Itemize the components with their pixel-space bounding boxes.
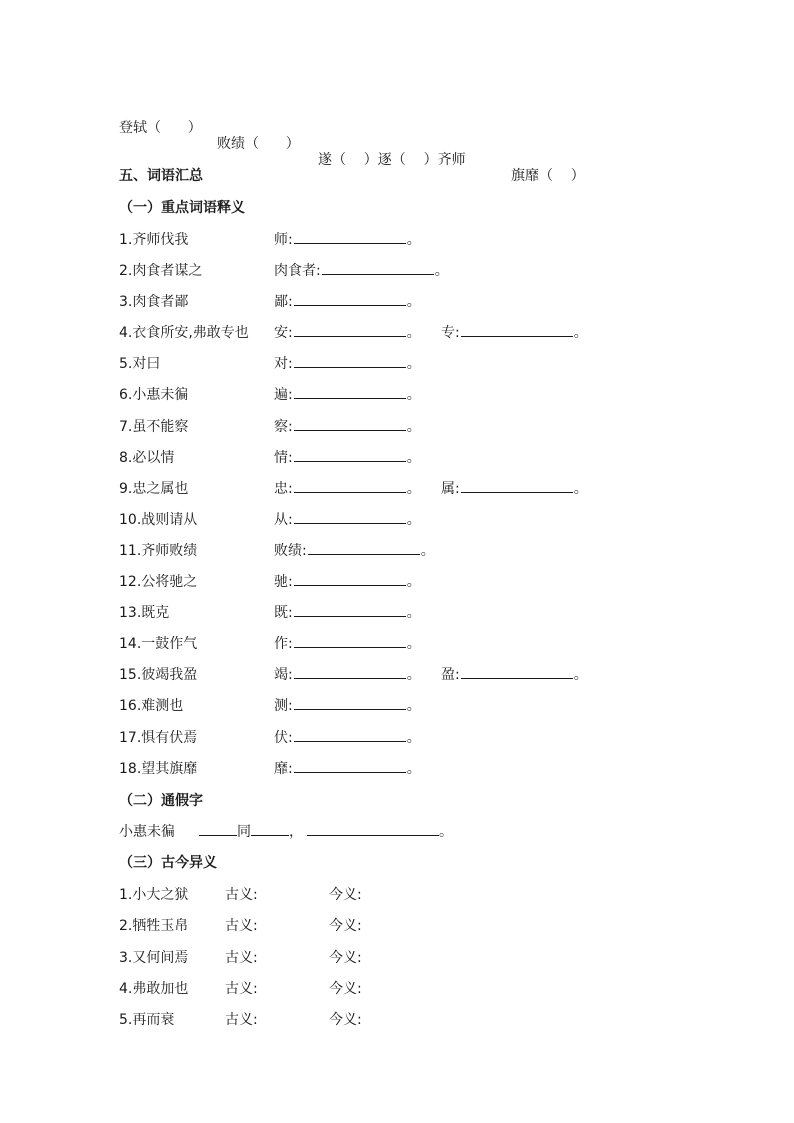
blank-line[interactable] bbox=[251, 822, 289, 836]
blank-line[interactable] bbox=[294, 696, 406, 710]
vocab-field-1 bbox=[274, 260, 449, 280]
field-label: 测: bbox=[274, 698, 293, 715]
blank-line[interactable] bbox=[461, 665, 573, 679]
vocab-field-1 bbox=[274, 633, 421, 653]
vocab-word: 16.难测也 bbox=[119, 698, 184, 715]
vocab-row bbox=[119, 509, 759, 540]
vocab-word: 12.公将驰之 bbox=[119, 574, 198, 591]
subsection-title-3: （三）古今异义 bbox=[119, 855, 217, 871]
end-mark: 。 bbox=[406, 636, 421, 653]
tongjia-comma: ， bbox=[289, 824, 303, 840]
field-label: 忠: bbox=[274, 480, 293, 497]
end-mark: 。 bbox=[406, 232, 421, 248]
end-mark: 。 bbox=[420, 542, 435, 559]
vocab-list bbox=[119, 229, 759, 789]
field-label: 安: bbox=[274, 325, 293, 342]
field-label: 情: bbox=[274, 449, 293, 466]
end-mark: 。 bbox=[406, 667, 421, 684]
blank-line[interactable] bbox=[294, 230, 406, 244]
gujin-row bbox=[119, 978, 619, 1009]
vocab-field-1 bbox=[274, 509, 421, 529]
gujin-list bbox=[119, 884, 619, 1040]
vocab-field-1 bbox=[274, 353, 421, 373]
end-mark: 。 bbox=[573, 325, 588, 342]
tongjia-same: 同 bbox=[237, 824, 251, 840]
vocab-word: 5.对曰 bbox=[119, 356, 161, 373]
vocab-row bbox=[119, 633, 759, 664]
vocab-row bbox=[119, 540, 759, 571]
gujin-word: 5.再而衰 bbox=[119, 1012, 175, 1029]
vocab-word: 2.肉食者谋之 bbox=[119, 263, 203, 280]
tongjia-line bbox=[119, 821, 453, 841]
blank-line[interactable] bbox=[294, 292, 406, 306]
vocab-word: 13.既克 bbox=[119, 605, 170, 622]
blank-line[interactable] bbox=[294, 323, 406, 337]
vocab-row bbox=[119, 291, 759, 322]
vocab-word: 15.彼竭我盈 bbox=[119, 667, 198, 684]
gujin-row bbox=[119, 915, 619, 946]
end-mark: 。 bbox=[406, 387, 421, 404]
field-label: 师: bbox=[274, 232, 293, 248]
jin-label: 今义: bbox=[329, 949, 362, 966]
end-mark: 。 bbox=[406, 729, 421, 746]
vocab-word: 3.肉食者鄙 bbox=[119, 294, 189, 311]
gu-label: 古义: bbox=[225, 887, 258, 903]
jin-label: 今义: bbox=[329, 918, 362, 935]
vocab-word: 14.一鼓作气 bbox=[119, 636, 198, 653]
end-mark: 。 bbox=[406, 294, 421, 311]
gujin-row bbox=[119, 947, 619, 978]
vocab-row bbox=[119, 384, 759, 415]
end-mark: 。 bbox=[406, 325, 421, 342]
field-label: 从: bbox=[274, 511, 293, 528]
blank-line[interactable] bbox=[294, 448, 406, 462]
blank-line[interactable] bbox=[294, 603, 406, 617]
blank-line[interactable] bbox=[461, 323, 573, 337]
gu-label: 古义: bbox=[225, 980, 258, 997]
blank-line[interactable] bbox=[308, 541, 420, 555]
blank-line[interactable] bbox=[294, 634, 406, 648]
field-label: 盈: bbox=[441, 667, 460, 684]
vocab-row bbox=[119, 602, 759, 633]
end-mark: 。 bbox=[434, 263, 449, 280]
end-mark: 。 bbox=[406, 698, 421, 715]
field-label: 遍: bbox=[274, 387, 293, 404]
vocab-word: 8.必以情 bbox=[119, 449, 175, 466]
end-mark: 。 bbox=[406, 760, 421, 777]
field-label: 肉食者: bbox=[274, 263, 321, 280]
vocab-word: 18.望其旗靡 bbox=[119, 760, 198, 777]
vocab-field-1 bbox=[274, 291, 421, 311]
vocab-word: 11.齐师败绩 bbox=[119, 542, 198, 559]
jin-label: 今义: bbox=[329, 980, 362, 997]
vocab-row bbox=[119, 447, 759, 478]
end-mark: 。 bbox=[406, 480, 421, 497]
field-label: 作: bbox=[274, 636, 293, 653]
blank-line[interactable] bbox=[294, 665, 406, 679]
blank-line[interactable] bbox=[294, 354, 406, 368]
vocab-row bbox=[119, 758, 759, 789]
blank-line[interactable] bbox=[294, 479, 406, 493]
gujin-row bbox=[119, 884, 619, 915]
vocab-row bbox=[119, 695, 759, 726]
jin-label: 今义: bbox=[329, 887, 362, 903]
gujin-row bbox=[119, 1009, 619, 1040]
vocab-field-1 bbox=[274, 664, 421, 684]
vocab-field-1 bbox=[274, 229, 421, 249]
blank-line[interactable] bbox=[199, 822, 237, 836]
field-label: 靡: bbox=[274, 760, 293, 777]
field-label: 对: bbox=[274, 356, 293, 373]
vocab-field-1 bbox=[274, 416, 421, 436]
field-label: 鄙: bbox=[274, 294, 293, 311]
blank-line[interactable] bbox=[322, 261, 434, 275]
end-mark: 。 bbox=[406, 449, 421, 466]
field-label: 败绩: bbox=[274, 542, 307, 559]
vocab-field-1 bbox=[274, 540, 435, 560]
vocab-field-1 bbox=[274, 571, 421, 591]
blank-line[interactable] bbox=[294, 572, 406, 586]
vocab-word: 1.齐师伐我 bbox=[119, 232, 189, 248]
vocab-row bbox=[119, 478, 759, 509]
tongjia-word: 小惠未徧 bbox=[119, 824, 175, 840]
section-five-title: 五、词语汇总 bbox=[119, 168, 203, 184]
field-label: 察: bbox=[274, 418, 293, 435]
vocab-field-1 bbox=[274, 447, 421, 467]
field-label: 既: bbox=[274, 605, 293, 622]
end-mark: 。 bbox=[406, 418, 421, 435]
vocab-word: 4.衣食所安,弗敢专也 bbox=[119, 325, 249, 342]
vocab-word: 6.小惠未徧 bbox=[119, 387, 189, 404]
end-mark: 。 bbox=[406, 511, 421, 528]
blank-line[interactable] bbox=[294, 510, 406, 524]
vocab-field-1 bbox=[274, 758, 421, 778]
field-label: 属: bbox=[441, 480, 460, 497]
blank-line[interactable] bbox=[294, 385, 406, 399]
vocab-field-1 bbox=[274, 695, 421, 715]
vocab-field-2 bbox=[441, 322, 588, 342]
blank-line[interactable] bbox=[294, 728, 406, 742]
vocab-field-1 bbox=[274, 384, 421, 404]
field-label: 专: bbox=[441, 325, 460, 342]
gujin-word: 3.又何间焉 bbox=[119, 949, 189, 966]
gujin-word: 4.弗敢加也 bbox=[119, 980, 189, 997]
subsection-title-1: （一）重点词语释义 bbox=[119, 200, 245, 216]
blank-line[interactable] bbox=[461, 479, 573, 493]
vocab-word: 9.忠之属也 bbox=[119, 480, 189, 497]
top-item: 登轼（ ） bbox=[119, 120, 202, 136]
vocab-field-1 bbox=[274, 727, 421, 747]
gujin-word: 1.小大之狱 bbox=[119, 887, 189, 903]
blank-line[interactable] bbox=[307, 822, 439, 836]
vocab-row bbox=[119, 229, 759, 260]
vocab-row bbox=[119, 664, 759, 695]
vocab-row bbox=[119, 353, 759, 384]
jin-label: 今义: bbox=[329, 1012, 362, 1029]
tongjia-end: 。 bbox=[439, 824, 453, 840]
vocab-row bbox=[119, 260, 759, 291]
vocab-field-1 bbox=[274, 322, 421, 342]
end-mark: 。 bbox=[573, 480, 588, 497]
blank-line[interactable] bbox=[294, 759, 406, 773]
top-item: 败绩（ ） bbox=[217, 136, 300, 152]
vocab-field-2 bbox=[441, 664, 588, 684]
vocab-row bbox=[119, 571, 759, 602]
field-label: 驰: bbox=[274, 574, 293, 591]
vocab-word: 10.战则请从 bbox=[119, 511, 198, 528]
vocab-field-2 bbox=[441, 478, 588, 498]
vocab-word: 17.惧有伏焉 bbox=[119, 729, 198, 746]
field-label: 伏: bbox=[274, 729, 293, 746]
vocab-row bbox=[119, 416, 759, 447]
end-mark: 。 bbox=[406, 356, 421, 373]
gujin-word: 2.牺牲玉帛 bbox=[119, 918, 189, 935]
end-mark: 。 bbox=[406, 574, 421, 591]
blank-line[interactable] bbox=[294, 417, 406, 431]
vocab-field-1 bbox=[274, 602, 421, 622]
vocab-row bbox=[119, 322, 759, 353]
end-mark: 。 bbox=[573, 667, 588, 684]
top-item: 旗靡（ ） bbox=[511, 168, 585, 184]
vocab-row bbox=[119, 727, 759, 758]
subsection-title-2: （二）通假字 bbox=[119, 793, 203, 809]
gu-label: 古义: bbox=[225, 1012, 258, 1029]
gu-label: 古义: bbox=[225, 918, 258, 935]
gu-label: 古义: bbox=[225, 949, 258, 966]
end-mark: 。 bbox=[406, 605, 421, 622]
top-item: 遂（ ）逐（ ）齐师 bbox=[318, 152, 466, 168]
vocab-word: 7.虽不能察 bbox=[119, 418, 189, 435]
vocab-field-1 bbox=[274, 478, 421, 498]
field-label: 竭: bbox=[274, 667, 293, 684]
